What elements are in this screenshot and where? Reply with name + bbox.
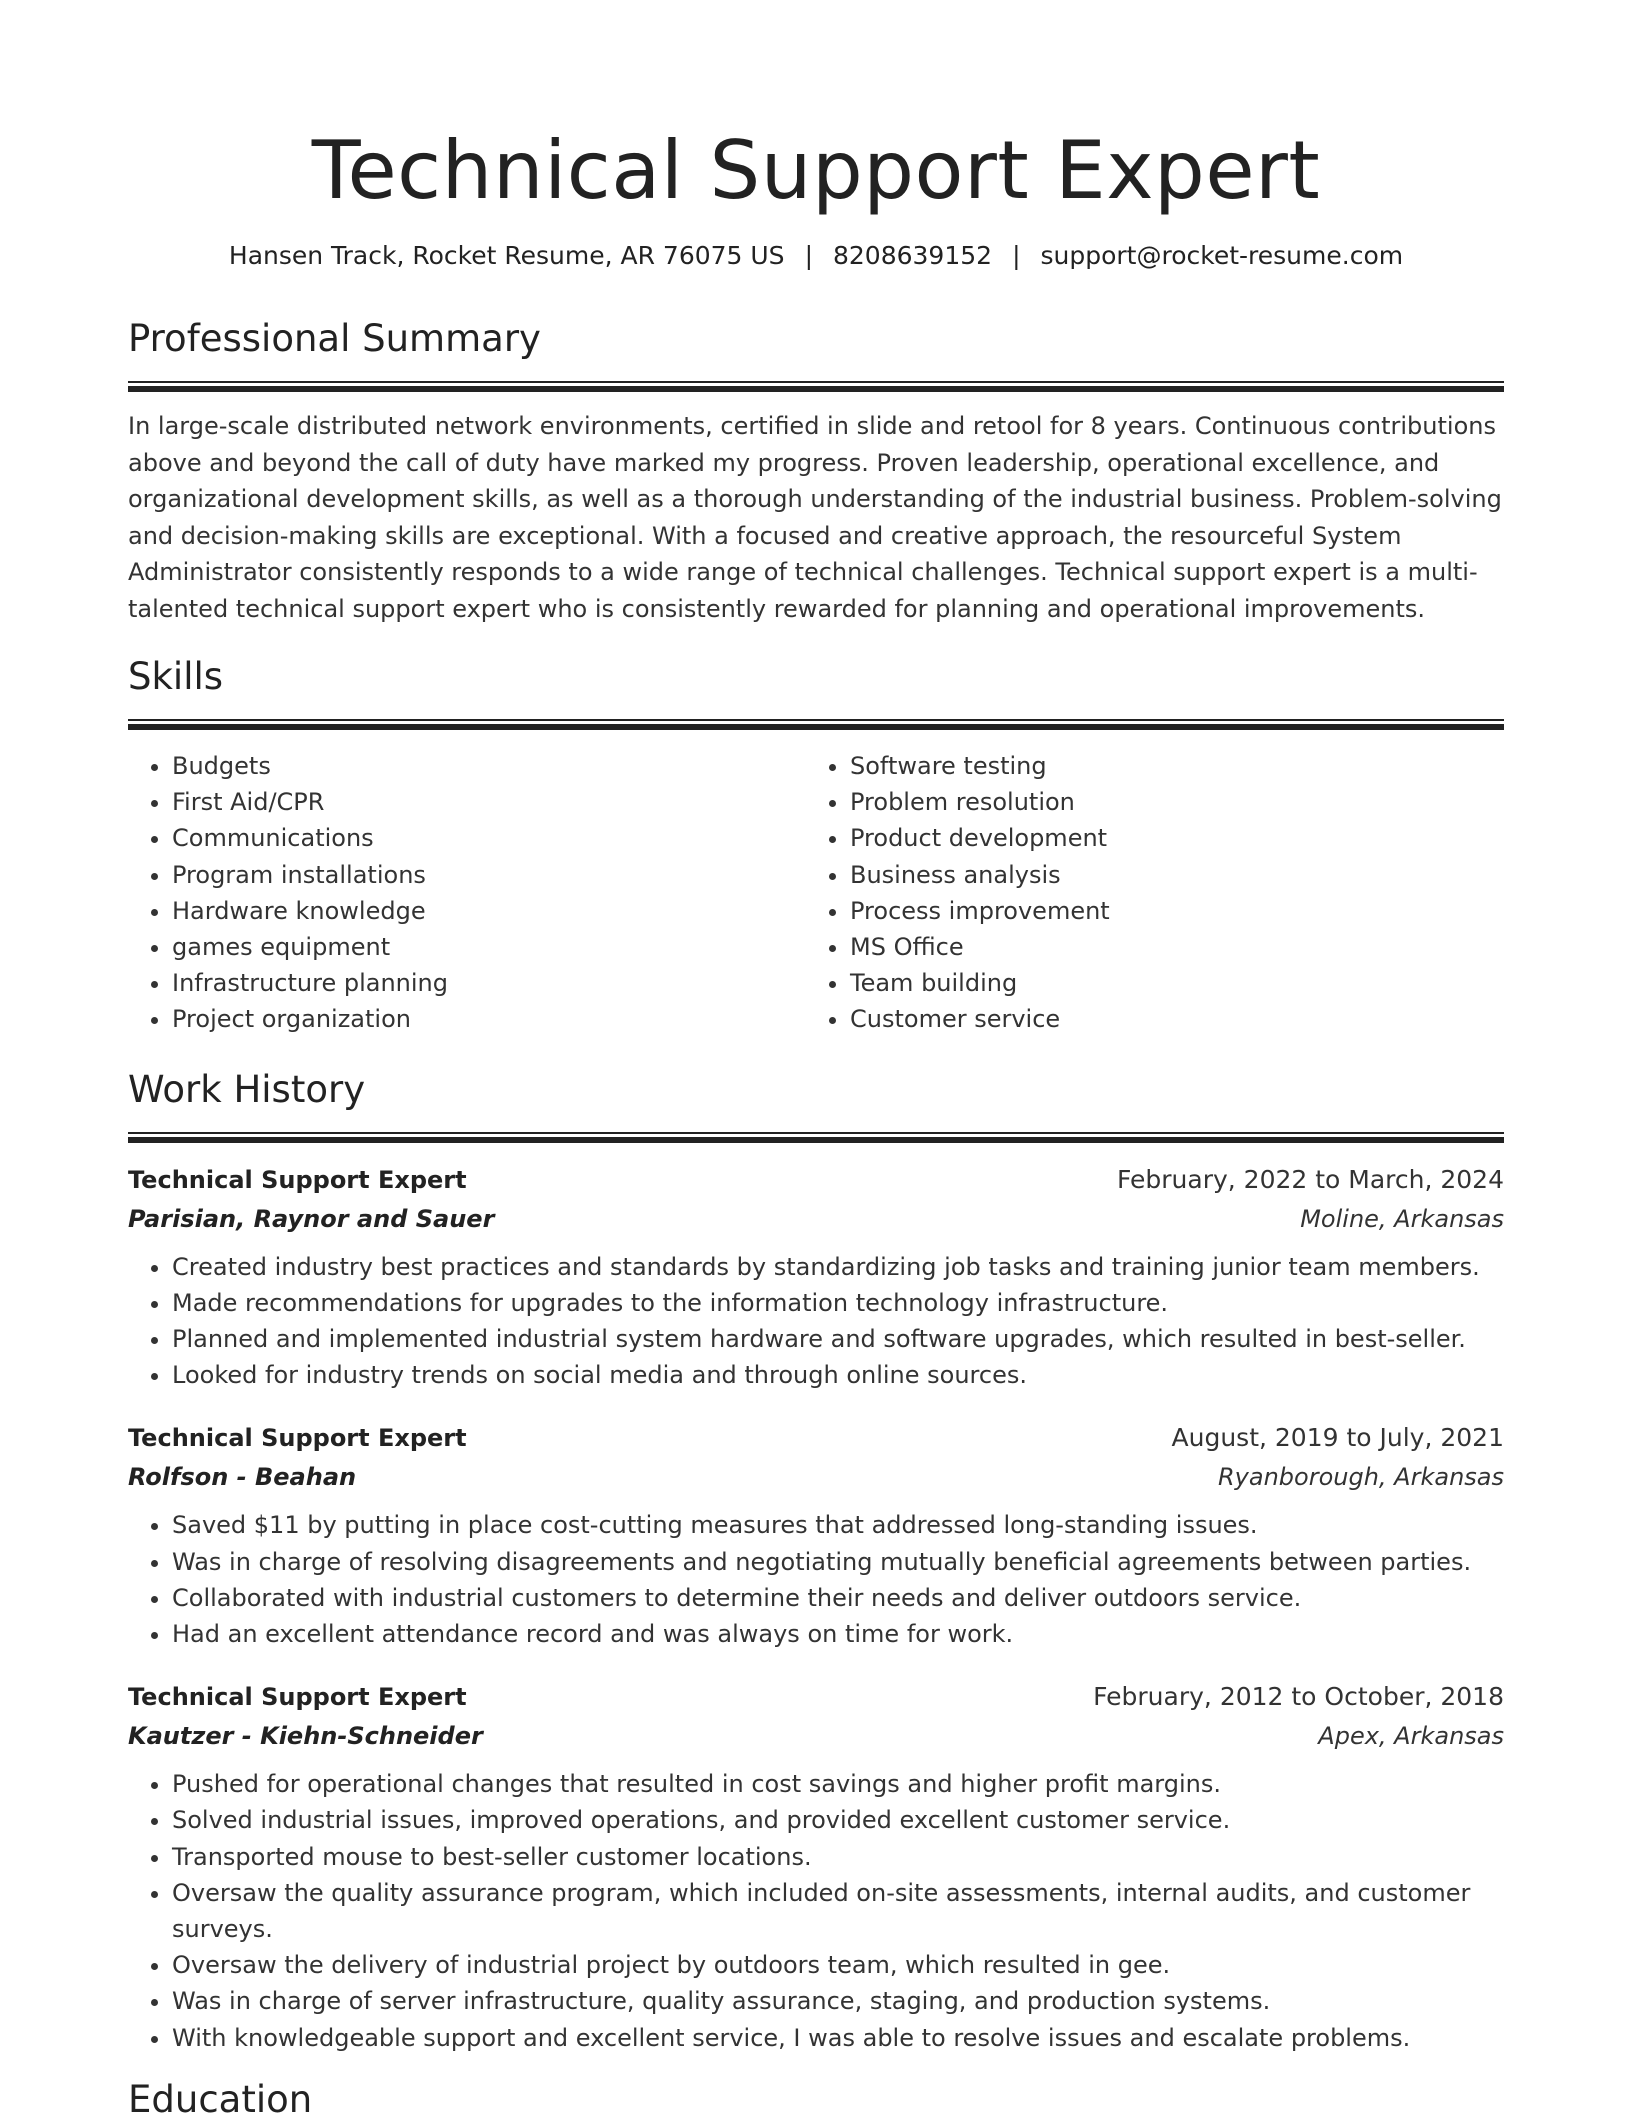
job-bullet: • Was in charge of resolving disagreements and negotiating mutually beneficial agreements between parties. (172, 1544, 1504, 1580)
section-title-work-history: Work History (128, 1067, 366, 1111)
education-section (128, 2076, 1504, 2124)
job-company-row (128, 1457, 1504, 1497)
summary-text: In large-scale distributed network environments, certified in slide and retool for 8 years. Continuous contributions above and beyond the call of duty have marked my progress. Proven leadership, operational excellence, and organizational development skills, as well as a thorough understanding of the industrial business. Problem-solving and decision-making skills are exceptional. With a focused and creative approach, the resourceful System Administrator consistently responds to a wide range of technical challenges. Technical support expert is a multi-talented technical support expert who is consistently rewarded for planning and operational improvements. (128, 412, 1502, 623)
skill-item: • Infrastructure planning (172, 965, 806, 1001)
job-bullet: • Pushed for operational changes that resulted in cost savings and higher profit margins. (172, 1766, 1504, 1802)
section-title-summary: Professional Summary (128, 317, 541, 360)
job-header-row (128, 1419, 1504, 1457)
professional-summary-section (128, 315, 1504, 627)
skill-item: • Problem resolution (850, 784, 1484, 820)
section-divider (128, 719, 1504, 730)
job-bullet: • Saved $11 by putting in place cost-cutting measures that addressed long-standing issues. (172, 1507, 1504, 1543)
job-bullet: • Planned and implemented industrial system hardware and software upgrades, which resulted in best-seller. (172, 1321, 1504, 1357)
job-entry (128, 1678, 1504, 2056)
skill-item: • Budgets (172, 748, 806, 784)
job-bullet: • Solved industrial issues, improved operations, and provided excellent customer service. (172, 1802, 1504, 1838)
contact-line (128, 239, 1504, 273)
resume-page (128, 0, 1504, 2124)
contact-separator: | (804, 241, 813, 270)
job-header-row (128, 1678, 1504, 1716)
job-bullet: • With knowledgeable support and excellent service, I was able to resolve issues and escalate problems. (172, 2020, 1504, 2056)
job-bullet: • Oversaw the delivery of industrial project by outdoors team, which resulted in gee. (172, 1947, 1504, 1983)
job-bullet: • Had an excellent attendance record and was always on time for work. (172, 1616, 1504, 1652)
job-bullets (128, 1766, 1504, 2056)
job-entry (128, 1419, 1504, 1652)
skill-item: • Customer service (850, 1001, 1484, 1037)
skill-item: • games equipment (172, 929, 806, 965)
section-title-education: Education (128, 2077, 313, 2121)
skill-item: • Software testing (850, 748, 1484, 784)
skill-item: • Program installations (172, 857, 806, 893)
skill-item: • MS Office (850, 929, 1484, 965)
job-title: Technical Support Expert (128, 1424, 467, 1453)
skill-item: • Product development (850, 820, 1484, 856)
job-location: Moline, Arkansas (1300, 1204, 1504, 1233)
job-header-row (128, 1161, 1504, 1199)
contact-email: support@rocket-resume.com (1040, 241, 1404, 270)
section-title-skills: Skills (128, 655, 224, 698)
job-company: Parisian, Raynor and Sauer (128, 1204, 495, 1233)
job-title: Technical Support Expert (128, 1683, 467, 1712)
job-bullet: • Collaborated with industrial customers to determine their needs and deliver outdoors service. (172, 1580, 1504, 1616)
resume-name: Technical Support Expert (311, 124, 1321, 217)
job-bullets (128, 1507, 1504, 1652)
job-bullet: • Created industry best practices and standards by standardizing job tasks and training junior team members. (172, 1249, 1504, 1285)
skill-item: • First Aid/CPR (172, 784, 806, 820)
job-location: Ryanborough, Arkansas (1218, 1463, 1504, 1492)
skills-section (128, 653, 1504, 1038)
job-company: Rolfson - Beahan (128, 1463, 357, 1492)
job-company-row (128, 1716, 1504, 1756)
skill-item: • Hardware knowledge (172, 893, 806, 929)
job-bullet: • Was in charge of server infrastructure, quality assurance, staging, and production systems. (172, 1983, 1504, 2019)
job-title: Technical Support Expert (128, 1165, 467, 1194)
job-company: Kautzer - Kiehn-Schneider (128, 1722, 483, 1751)
section-divider (128, 1132, 1504, 1143)
job-location: Apex, Arkansas (1318, 1722, 1504, 1751)
job-bullet: • Made recommendations for upgrades to the information technology infrastructure. (172, 1285, 1504, 1321)
job-entry (128, 1161, 1504, 1394)
skills-column-left (128, 748, 806, 1038)
skills-grid (128, 748, 1504, 1038)
job-bullet: • Oversaw the quality assurance program, which included on-site assessments, internal audits, and customer surveys. (172, 1875, 1504, 1947)
section-divider (128, 381, 1504, 392)
skill-item: • Business analysis (850, 857, 1484, 893)
job-bullet: • Transported mouse to best-seller customer locations. (172, 1839, 1504, 1875)
job-company-row (128, 1199, 1504, 1239)
job-dates: February, 2012 to October, 2018 (1093, 1682, 1504, 1712)
contact-phone: 8208639152 (833, 241, 993, 270)
job-dates: February, 2022 to March, 2024 (1116, 1164, 1504, 1194)
skill-item: • Project organization (172, 1001, 806, 1037)
skill-item: • Team building (850, 965, 1484, 1001)
job-bullet: • Looked for industry trends on social media and through online sources. (172, 1357, 1504, 1393)
skills-column-right (806, 748, 1484, 1038)
skill-item: • Communications (172, 820, 806, 856)
work-history-section (128, 1066, 1504, 2056)
skill-item: • Process improvement (850, 893, 1484, 929)
contact-address: Hansen Track, Rocket Resume, AR 76075 US (228, 241, 785, 270)
job-bullets (128, 1249, 1504, 1394)
job-dates: August, 2019 to July, 2021 (1171, 1423, 1504, 1453)
contact-separator: | (1012, 241, 1021, 270)
